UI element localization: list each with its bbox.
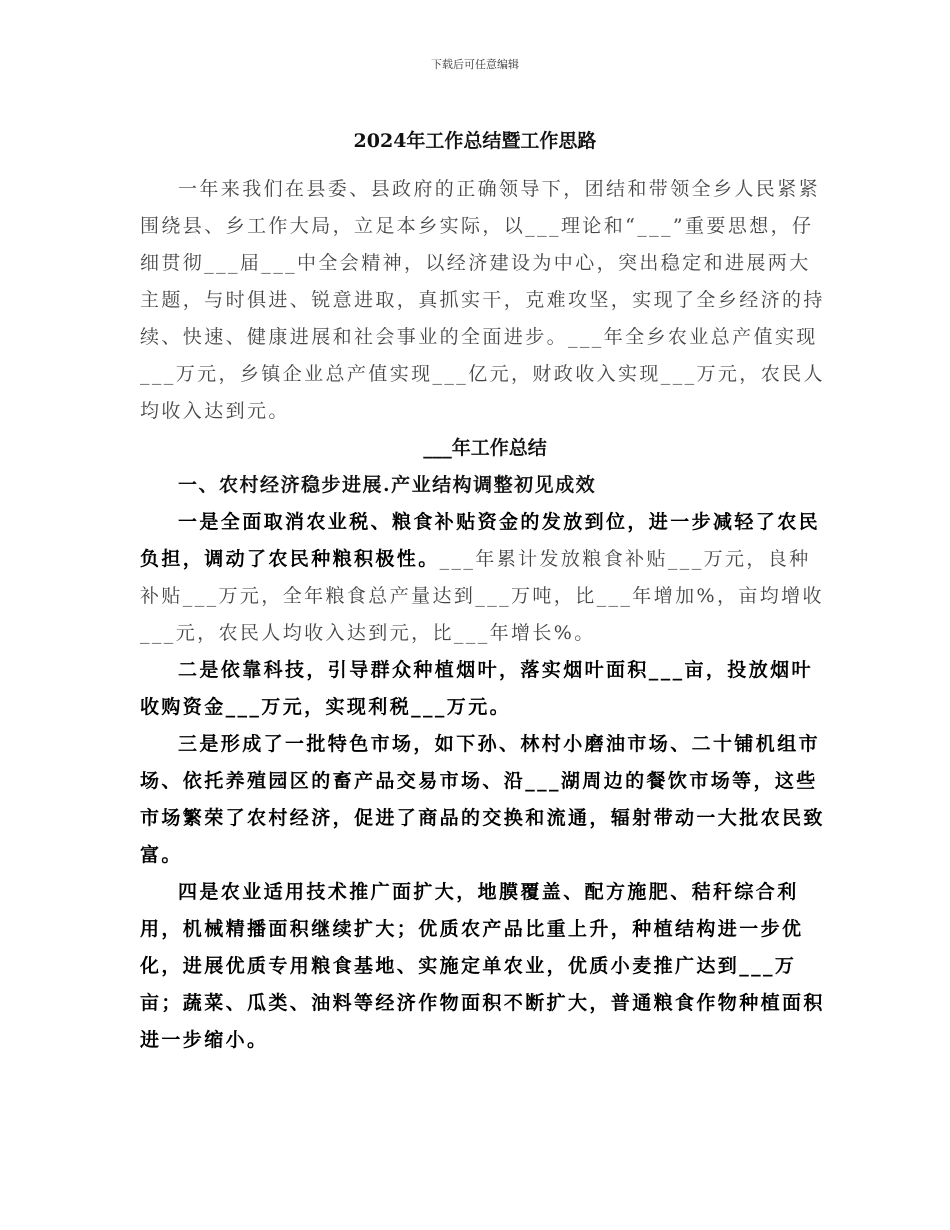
document-body xyxy=(140,171,830,1059)
intro-paragraph: 一年来我们在县委、县政府的正确领导下，团结和带领全乡人民紧紧围绕县、乡工作大局，立足本乡实际，以___理论和“___”重要思想，仔细贯彻___届___中全会精神，以经济建设为中心，突出稳定和进展两大主题，与时俱进、锐意进取，真抓实干，克难攻坚，实现了全乡经济的持续、快速、健康进展和社会事业的全面进步。___年全乡农业总产值实现___万元，乡镇企业总产值实现___亿元，财政收入实现___万元，农民人均收入达到元。 xyxy=(140,178,825,422)
paragraph-3: 三是形成了一批特色市场，如下孙、林村小磨油市场、二十铺机组市场、依托养殖园区的畜产品交易市场、沿___湖周边的餐饮市场等，这些市场繁荣了农村经济，促进了商品的交换和流通，辐射带动一大批农民致富。 xyxy=(140,733,825,866)
document-title: 2024年工作总结暨工作思路 xyxy=(353,130,597,152)
page-header-note: 下载后可任意编辑 xyxy=(431,58,519,71)
paragraph-1 xyxy=(140,504,830,652)
paragraph-2: 二是依靠科技，引导群众种植烟叶，落实烟叶面积___亩，投放烟叶收购资金___万元，实现利税___万元。 xyxy=(140,659,813,718)
section-title: ___年工作总结 xyxy=(423,437,547,459)
paragraph-1-lead: 一是全面取消农业税、粮食补贴资金的发放到位，进一步减轻了农民负担，调动了农民种粮积极性。 xyxy=(140,511,821,570)
paragraph-1-detail: ___年累计发放粮食补贴___万元，良种补贴___万元，全年粮食总产量达到___万吨，比___年增加%，亩均增收___元，农民人均收入达到元，比___年增长%。 xyxy=(140,548,824,644)
subsection-heading: 一、农村经济稳步进展.产业结构调整初见成效 xyxy=(178,474,597,496)
paragraph-4: 四是农业适用技术推广面扩大，地膜覆盖、配方施肥、秸秆综合利用，机械精播面积继续扩大；优质农产品比重上升，种植结构进一步优化，进展优质专用粮食基地、实施定单农业，优质小麦推广达到___万亩；蔬菜、瓜类、油料等经济作物面积不断扩大，普通粮食作物种植面积进一步缩小。 xyxy=(140,881,825,1051)
